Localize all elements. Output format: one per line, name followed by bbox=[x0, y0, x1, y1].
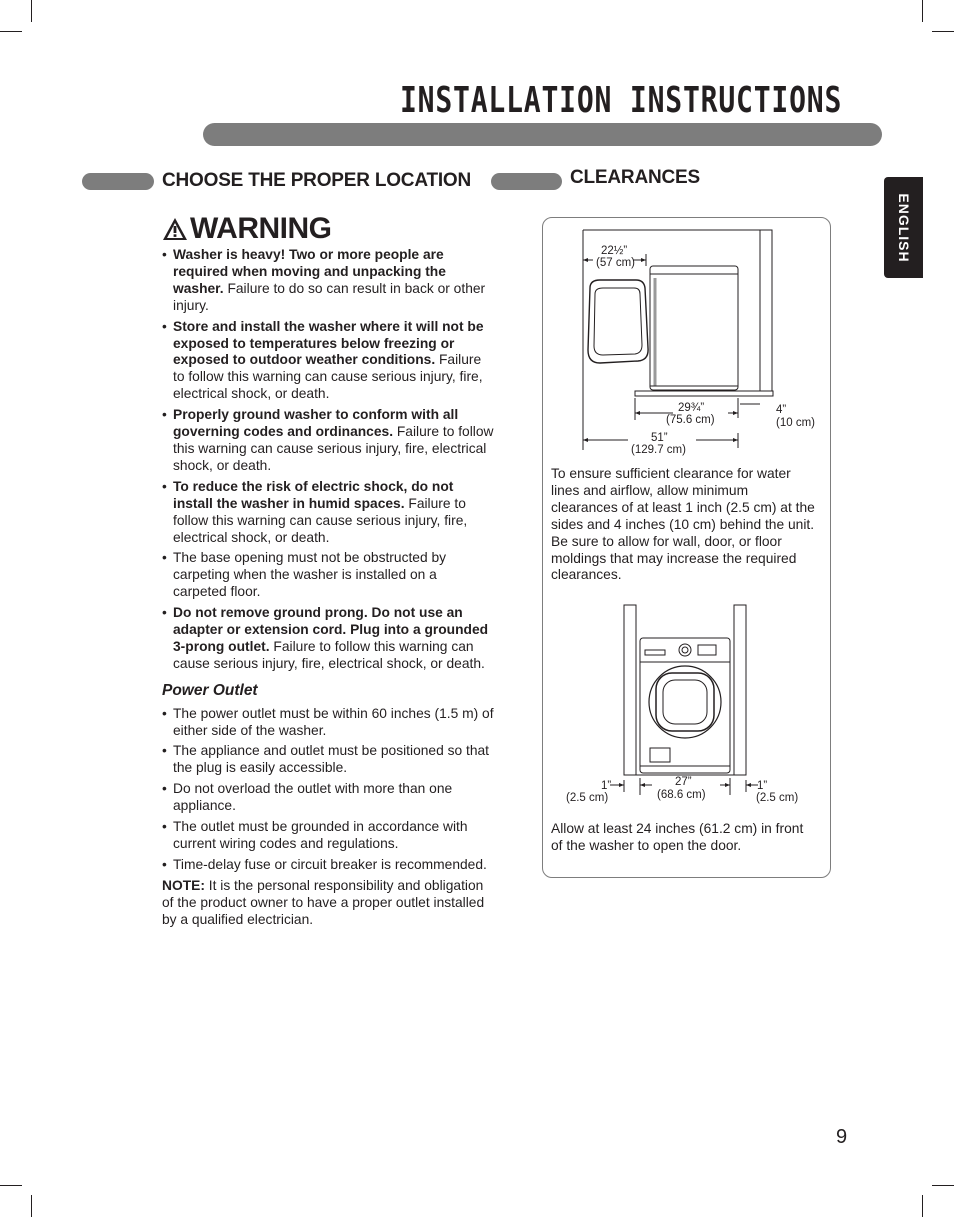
language-tab bbox=[884, 177, 923, 278]
list-item: • To reduce the risk of electric shock, do not install the washer in humid spaces. Failure to follow this warning can cause serious injury, fire, electrical shock, or death. bbox=[162, 479, 494, 547]
section-pill-right bbox=[491, 173, 562, 190]
dim-width-cm: (68.6 cm) bbox=[657, 789, 706, 801]
list-item: • The power outlet must be within 60 inches (1.5 m) of either side of the washer. bbox=[162, 706, 494, 740]
crop-mark bbox=[0, 1185, 22, 1186]
dim-total-depth-cm: (129.7 cm) bbox=[631, 444, 686, 456]
crop-mark bbox=[31, 0, 32, 22]
page-title: INSTALLATION INSTRUCTIONS bbox=[400, 80, 843, 121]
list-item: • The base opening must not be obstructed by carpeting when the washer is installed on a carpeted floor. bbox=[162, 550, 494, 601]
dim-right-clear-cm: (2.5 cm) bbox=[756, 792, 799, 804]
dim-door-depth-cm: (57 cm) bbox=[596, 257, 635, 269]
power-outlet-list bbox=[162, 706, 494, 874]
list-item: • Do not remove ground prong. Do not use an adapter or extension cord. Plug into a grounded 3-prong outlet. Failure to follow this warning can cause serious injury, fire, electrical shock, or death. bbox=[162, 605, 494, 673]
door-clearance-paragraph: Allow at least 24 inches (61.2 cm) in front of the washer to open the door. bbox=[551, 821, 804, 853]
title-bar bbox=[203, 123, 882, 146]
list-item: • The appliance and outlet must be positioned so that the plug is easily accessible. bbox=[162, 743, 494, 777]
warning-triangle-icon bbox=[162, 217, 188, 241]
dim-rear-clear-cm: (10 cm) bbox=[776, 417, 815, 429]
section-heading-location: CHOOSE THE PROPER LOCATION bbox=[162, 170, 472, 191]
clearance-paragraph: To ensure sufficient clearance for water lines and airflow, allow minimum clearances of at least 1 inch (2.5 cm) at the sides and 4 inches (10 cm) behind the unit. Be sure to allow for wall, door, or floor moldings that may increase the required clearances. bbox=[551, 466, 815, 583]
location-column bbox=[162, 247, 494, 929]
note-label: NOTE: bbox=[162, 877, 205, 893]
front-view-diagram bbox=[560, 600, 810, 805]
dim-left-clear-cm: (2.5 cm) bbox=[566, 792, 609, 804]
dim-right-clear-in: 1” bbox=[757, 780, 768, 792]
dim-width-in: 27” bbox=[675, 776, 692, 788]
list-item: • Store and install the washer where it will not be exposed to temperatures below freezing or exposed to outdoor weather conditions. Failure to follow this warning can cause serious injury, fire, electrical shock, or death. bbox=[162, 319, 494, 404]
warning-title: WARNING bbox=[190, 212, 332, 245]
section-heading-clearances: CLEARANCES bbox=[570, 167, 700, 188]
crop-mark bbox=[0, 31, 22, 32]
crop-mark bbox=[932, 31, 954, 32]
dim-unit-depth-in: 29¾” bbox=[678, 402, 705, 414]
page-number: 9 bbox=[836, 1126, 848, 1148]
section-pill-left bbox=[82, 173, 154, 190]
warning-heading bbox=[162, 212, 332, 246]
crop-mark bbox=[922, 0, 923, 22]
dim-left-clear-in: 1” bbox=[601, 780, 612, 792]
list-item: • Washer is heavy! Two or more people are required when moving and unpacking the washer. Failure to do so can result in back or other injury. bbox=[162, 247, 494, 315]
dim-door-depth-in: 22½” bbox=[601, 245, 628, 257]
list-item: • The outlet must be grounded in accordance with current wiring codes and regulations. bbox=[162, 819, 494, 853]
list-item: • Time-delay fuse or circuit breaker is recommended. bbox=[162, 857, 494, 874]
dim-unit-depth-cm: (75.6 cm) bbox=[666, 414, 715, 426]
warning-list bbox=[162, 247, 494, 673]
note-paragraph bbox=[162, 878, 494, 929]
crop-mark bbox=[932, 1185, 954, 1186]
crop-mark bbox=[922, 1195, 923, 1217]
crop-mark bbox=[31, 1195, 32, 1217]
list-item: • Do not overload the outlet with more than one appliance. bbox=[162, 781, 494, 815]
dim-rear-clear-in: 4” bbox=[776, 404, 787, 416]
list-item: • Properly ground washer to conform with all governing codes and ordinances. Failure to follow this warning can cause serious injury, fire, electrical shock, or death. bbox=[162, 407, 494, 475]
dim-total-depth-in: 51” bbox=[651, 432, 668, 444]
note-text: It is the personal responsibility and obligation of the product owner to have a proper outlet installed by a qualified electrician. bbox=[162, 877, 485, 927]
language-tab-label: ENGLISH bbox=[895, 192, 912, 263]
power-outlet-heading: Power Outlet bbox=[162, 681, 258, 699]
